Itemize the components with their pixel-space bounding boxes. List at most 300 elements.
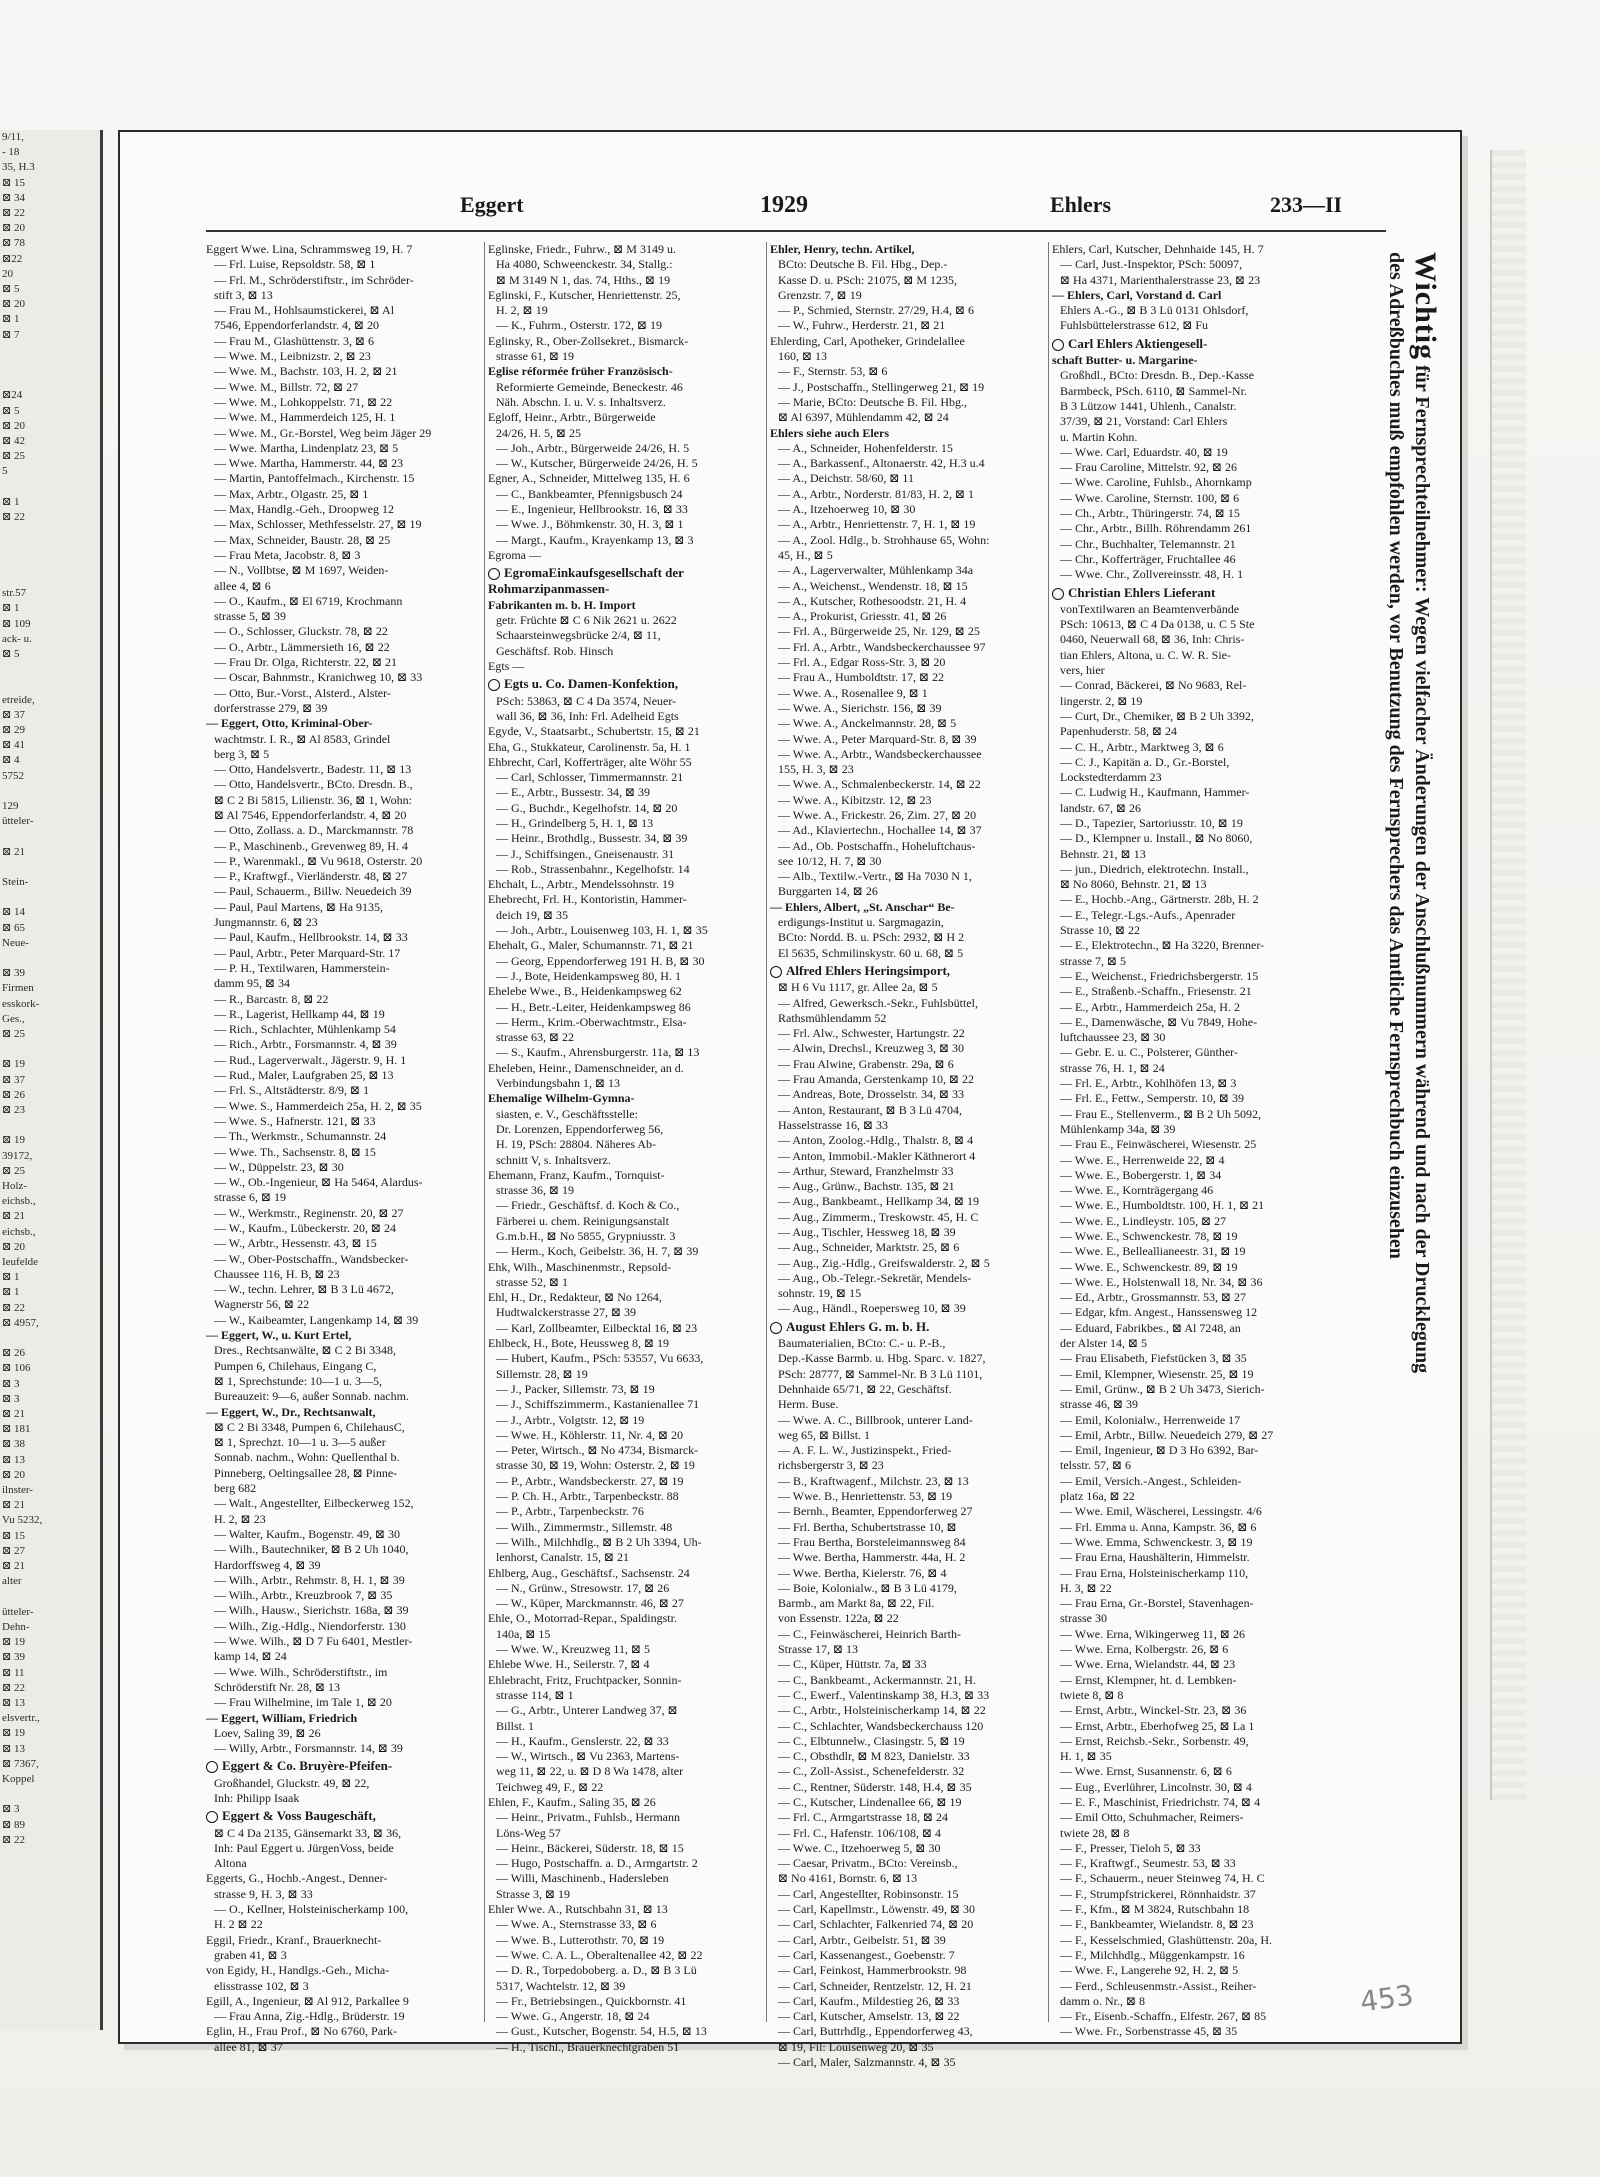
directory-entry: — O., Kaufm., ⊠ El 6719, Krochmann — [214, 593, 403, 608]
directory-entry: — S., Kaufm., Ahrensburgerstr. 11a, ⊠ 13 — [496, 1045, 700, 1060]
directory-entry: — J., Schiffsingen., Gneisenaustr. 31 — [496, 846, 675, 861]
directory-entry: Eglinske, Friedr., Fuhrw., ⊠ M 3149 u. — [488, 242, 676, 256]
directory-entry: Jungmannstr. 6, ⊠ 23 — [214, 915, 318, 930]
fragment-line: ⊠ 1 — [2, 1271, 20, 1284]
fragment-line: ⊠ 78 — [2, 237, 25, 250]
directory-entry: — W., Fuhrw., Herderstr. 21, ⊠ 21 — [778, 318, 946, 333]
directory-entry: — Carl, Just.-Inspektor, PSch: 50097, — [1060, 257, 1243, 272]
directory-entry: Verbindungsbahn 1, ⊠ 13 — [496, 1076, 621, 1091]
fragment-line — [0, 480, 100, 495]
directory-entry: — Alwin, Drechsl., Kreuzweg 3, ⊠ 30 — [778, 1041, 965, 1056]
directory-entry: — W., Wirtsch., ⊠ Vu 2363, Martens- — [496, 1749, 680, 1764]
directory-entry: — J., Postschaffn., Stellingerweg 21, ⊠ 19 — [778, 379, 985, 394]
firm-advert-entry — [770, 961, 1046, 980]
directory-entry: — Frau Erna, Holsteinischerkamp 110, — [1060, 1565, 1249, 1580]
directory-entry: Egts — — [488, 659, 525, 674]
directory-entry: — Heinr., Bäckerei, Süderstr. 18, ⊠ 15 — [496, 1840, 684, 1855]
directory-entry: Eheleben, Heinr., Damenschneider, an d. — [488, 1060, 684, 1075]
directory-entry: — Frl. S., Altstädterstr. 8/9, ⊠ 1 — [214, 1083, 370, 1098]
firm-name: Egts u. Co. Damen-Konfektion, — [504, 676, 679, 692]
directory-entry: — A., Deichstr. 58/60, ⊠ 11 — [778, 471, 914, 486]
directory-entry: — P. H., Textilwaren, Hammerstein- — [214, 960, 390, 975]
firm-marker-icon — [1052, 588, 1064, 600]
directory-entry: — Emil, Grünw., ⊠ B 2 Uh 3473, Sierich- — [1060, 1381, 1265, 1396]
directory-entry: platz 16a, ⊠ 22 — [1060, 1489, 1135, 1504]
fragment-line — [0, 525, 100, 540]
directory-entry: — Wilh., Milchhdlg., ⊠ B 2 Uh 3394, Uh- — [496, 1534, 702, 1549]
directory-entry: — Alfred, Gewerksch.-Sekr., Fuhlsbüttel, — [778, 995, 978, 1010]
directory-entry: — C., Bankbeamt., Ackermannstr. 21, H. — [778, 1672, 976, 1687]
directory-entry: — K., Fuhrm., Osterstr. 172, ⊠ 19 — [496, 318, 663, 333]
fragment-line: Ieufelde — [2, 1256, 39, 1269]
directory-entry: — C., Obsthdlr, ⊠ M 823, Danielstr. 33 — [778, 1749, 970, 1764]
directory-entry: — Carl, Buttrhdlg., Eppendorferweg 43, — [778, 2024, 973, 2039]
fragment-line — [0, 662, 100, 677]
directory-entry: — Martin, Pantoffelmach., Kirchenstr. 15 — [214, 471, 415, 486]
directory-entry: — Max, Handlg.-Geh., Droopweg 12 — [214, 502, 394, 517]
directory-entry: — P., Arbtr., Wandsbeckerstr. 27, ⊠ 19 — [496, 1473, 684, 1488]
firm-name: Christian Ehlers Lieferant — [1068, 584, 1216, 600]
directory-entry: — F., Milchhdlg., Müggenkampstr. 16 — [1060, 1947, 1245, 1962]
directory-entry: — Frau E., Feinwäscherei, Wiesenstr. 25 — [1060, 1137, 1257, 1152]
directory-entry: PSch: 53863, ⊠ C 4 Da 3574, Neuer- — [496, 693, 677, 708]
directory-entry: — Wwe. A., Frickestr. 26, Zim. 27, ⊠ 20 — [778, 807, 977, 822]
fragment-line: ⊠ 13 — [2, 1453, 25, 1466]
directory-entry: — P., Arbtr., Tarpenbeckstr. 76 — [496, 1504, 644, 1519]
directory-entry: — Frau Caroline, Mittelstr. 92, ⊠ 26 — [1060, 460, 1238, 475]
directory-entry: — Wwe. A. C., Billbrook, unterer Land- — [778, 1412, 973, 1427]
directory-entry: — Frl. A., Edgar Ross-Str. 3, ⊠ 20 — [778, 655, 946, 670]
directory-entry: Baumaterialien, BCto: C.- u. P.-B., — [778, 1336, 946, 1351]
directory-entry: — Wwe. Chr., Zollvereinsstr. 48, H. 1 — [1060, 567, 1244, 582]
directory-entry: PSch: 10613, ⊠ C 4 Da 0138, u. C 5 Ste — [1060, 617, 1255, 632]
firm-advert-entry — [488, 674, 764, 693]
firm-advert-entry — [1052, 334, 1312, 353]
directory-entry: — Wwe. E., Belleallianeestr. 31, ⊠ 19 — [1060, 1244, 1246, 1259]
directory-entry: Strasse 17, ⊠ 13 — [778, 1642, 859, 1657]
directory-entry: — Rud., Lagerverwalt., Jägerstr. 9, H. 1 — [214, 1052, 407, 1067]
fragment-line: ⊠ 106 — [2, 1362, 31, 1375]
directory-entry: u. Martin Kohn. — [1060, 429, 1138, 444]
directory-entry: — Wwe. Bertha, Hammerstr. 44a, H. 2 — [778, 1550, 966, 1565]
directory-entry: — W., Kaibeamter, Langenkamp 14, ⊠ 39 — [214, 1312, 419, 1327]
directory-entry: — C., Kutscher, Lindenallee 66, ⊠ 19 — [778, 1794, 962, 1809]
directory-entry: — Paul, Paul Martens, ⊠ Ha 9135, — [214, 899, 384, 914]
directory-entry: — Wwe. A., Anckelmannstr. 28, ⊠ 5 — [778, 716, 957, 731]
directory-entry: — C., Ewerf., Valentinskamp 38, H.3, ⊠ 33 — [778, 1687, 990, 1702]
directory-entry: — Rud., Maler, Laufgraben 25, ⊠ 13 — [214, 1068, 394, 1083]
directory-entry: Sonnab. nachm., Wohn: Quellenthal b. — [214, 1450, 400, 1465]
fragment-line: 9/11, — [2, 131, 24, 143]
directory-entry: Grenzstr. 7, ⊠ 19 — [778, 287, 862, 302]
directory-entry: ⊠ M 3149 N 1, das. 74, Hths., ⊠ 19 — [496, 272, 671, 287]
fragment-line: Neue- — [2, 936, 29, 949]
directory-entry: — Ehlers, Carl, Vorstand d. Carl — [1052, 287, 1222, 302]
directory-entry: — Emil, Versich.-Angest., Schleiden- — [1060, 1473, 1242, 1488]
directory-entry: Ehler Wwe. A., Rutschbahn 31, ⊠ 13 — [488, 1902, 668, 1917]
directory-entry: — F., Schauerm., neuer Steinweg 74, H. C — [1060, 1871, 1265, 1886]
directory-entry: — Carl, Schlosser, Timmermannstr. 21 — [496, 770, 684, 785]
fragment-line: ⊠ 29 — [2, 723, 25, 736]
directory-entry: — Wwe. E., Humboldtstr. 100, H. 1, ⊠ 21 — [1060, 1198, 1265, 1213]
fragment-line: ⊠ 22 — [2, 207, 25, 220]
directory-entry: Ehlerding, Carl, Apotheker, Grindelallee — [770, 333, 965, 348]
directory-entry: — Rich., Schlachter, Mühlenkamp 54 — [214, 1022, 396, 1037]
directory-entry: — Max, Arbtr., Olgastr. 25, ⊠ 1 — [214, 486, 369, 501]
directory-entry: — Wwe. Bertha, Kielerstr. 76, ⊠ 4 — [778, 1565, 947, 1580]
directory-entry: — Wwe. E., Lindleystr. 105, ⊠ 27 — [1060, 1213, 1227, 1228]
firm-advert-entry — [206, 1756, 482, 1775]
directory-entry: Hardorffsweg 4, ⊠ 39 — [214, 1557, 321, 1572]
fragment-line: ilnster- — [2, 1484, 33, 1497]
directory-entry: — Eggert, William, Friedrich — [206, 1710, 358, 1725]
directory-entry: vonTextilwaren an Beamtenverbände — [1060, 601, 1240, 616]
fragment-line: ⊠ 3 — [2, 1803, 20, 1816]
directory-entry: — P., Warenmakl., ⊠ Vu 9618, Osterstr. 20 — [214, 853, 423, 868]
directory-entry: — W., Ober-Postschaffn., Wandsbecker- — [214, 1251, 409, 1266]
directory-entry: — Wwe. Caroline, Fuhlsb., Ahornkamp — [1060, 475, 1252, 490]
directory-entry: — Otto, Bur.-Vorst., Alsterd., Alster- — [214, 685, 391, 700]
directory-entry: BCto: Nordd. B. u. PSch: 2932, ⊠ H 2 — [778, 930, 965, 945]
directory-entry: — P., Kraftwgf., Vierländerstr. 48, ⊠ 27 — [214, 869, 408, 884]
directory-entry: — Frl. E., Arbtr., Kohlhöfen 13, ⊠ 3 — [1060, 1076, 1237, 1091]
directory-entry: — Frau Alwine, Grabenstr. 29a, ⊠ 6 — [778, 1056, 954, 1071]
directory-entry: — D., Klempner u. Install., ⊠ No 8060, — [1060, 831, 1253, 846]
directory-entry: — E., Arbtr., Hammerdeich 25a, H. 2 — [1060, 999, 1240, 1014]
directory-entry: Altona — [214, 1856, 247, 1871]
fragment-line: ⊠ 39 — [2, 1651, 25, 1664]
directory-entry: damm 95, ⊠ 34 — [214, 976, 291, 991]
directory-entry: ⊠ H 6 Vu 1117, gr. Allee 2a, ⊠ 5 — [778, 980, 938, 995]
directory-entry: — Aug., Grünw., Bachstr. 135, ⊠ 21 — [778, 1179, 955, 1194]
fragment-line: ⊠ 22 — [2, 511, 25, 524]
directory-entry: — Ernst, Arbtr., Winckel-Str. 23, ⊠ 36 — [1060, 1703, 1247, 1718]
directory-entry: — C., Zoll-Assist., Schenefelderstr. 32 — [778, 1764, 965, 1779]
directory-entry: — Wwe. Fr., Sorbenstrasse 45, ⊠ 35 — [1060, 2024, 1238, 2039]
directory-entry: — Paul, Schauerm., Billw. Neuedeich 39 — [214, 884, 412, 899]
fragment-line: ⊠ 25 — [2, 450, 25, 463]
directory-entry: — R., Barcastr. 8, ⊠ 22 — [214, 991, 329, 1006]
directory-entry: Eggerts, G., Hochb.-Angest., Denner- — [206, 1871, 388, 1886]
directory-entry: — Rob., Strassenbahnr., Kegelhofstr. 14 — [496, 861, 690, 876]
directory-entry: — Joh., Arbtr., Bürgerweide 24/26, H. 5 — [496, 440, 690, 455]
directory-entry: B 3 Lützow 1441, Uhlenh., Canalstr. — [1060, 398, 1237, 413]
directory-entry: — A., Lagerverwalter, Mühlenkamp 34a — [778, 563, 974, 578]
directory-entry: — A., Prokurist, Griesstr. 41, ⊠ 26 — [778, 609, 947, 624]
directory-entry: Ehlebracht, Fritz, Fruchtpacker, Sonnin- — [488, 1672, 682, 1687]
directory-entry: — C. H., Arbtr., Marktweg 3, ⊠ 6 — [1060, 739, 1224, 754]
directory-page — [118, 130, 1462, 2070]
fragment-line: ⊠ 41 — [2, 739, 25, 752]
directory-entry: — H., Tischl., Brauerknechtgraben 51 — [496, 2039, 680, 2054]
directory-entry: Ehk, Wilh., Maschinenmstr., Repsold- — [488, 1259, 672, 1274]
directory-entry: — Wilh., Zig.-Hdlg., Niendorferstr. 130 — [214, 1618, 406, 1633]
directory-entry: — Frau Wilhelmine, im Tale 1, ⊠ 20 — [214, 1695, 392, 1710]
directory-entry: — Frau Amanda, Gerstenkamp 10, ⊠ 22 — [778, 1072, 975, 1087]
directory-entry: — Wwe. M., Gr.-Borstel, Weg beim Jäger 29 — [214, 425, 432, 440]
directory-entry: — N., Grünw., Stresowstr. 17, ⊠ 26 — [496, 1580, 670, 1595]
fragment-line: ⊠ 19 — [2, 1727, 25, 1740]
book-edge — [1490, 150, 1526, 1800]
directory-entry: Hudtwalckerstrasse 27, ⊠ 39 — [496, 1305, 637, 1320]
directory-entry: — C., Rentner, Süderstr. 148, H.4, ⊠ 35 — [778, 1779, 972, 1794]
directory-entry: — Paul, Kaufm., Hellbrookstr. 14, ⊠ 33 — [214, 930, 408, 945]
directory-entry: — Bernh., Beamter, Eppendorferweg 27 — [778, 1504, 973, 1519]
directory-entry: — A., Kutscher, Rothesoodstr. 21, H. 4 — [778, 593, 967, 608]
directory-entry: strasse 7, ⊠ 5 — [1060, 953, 1127, 968]
directory-entry: ⊠ C 4 Da 2135, Gänsemarkt 33, ⊠ 36, — [214, 1825, 402, 1840]
directory-entry: H. 2, ⊠ 19 — [496, 303, 548, 318]
directory-entry: — A., Weichenst., Wendenstr. 18, ⊠ 15 — [778, 578, 968, 593]
directory-entry: — Karl, Zollbeamter, Eilbecktal 16, ⊠ 23 — [496, 1320, 698, 1335]
directory-entry: — Wwe. Martha, Hammerstr. 44, ⊠ 23 — [214, 456, 404, 471]
directory-entry: — Wwe. Erna, Wikingerweg 11, ⊠ 26 — [1060, 1626, 1245, 1641]
directory-entry: — Max, Schlosser, Methfesselstr. 27, ⊠ 19 — [214, 517, 422, 532]
fragment-line: ⊠ 7 — [2, 328, 20, 341]
notice-line-1: für Fernsprechteilnehmer: Wegen vielfacher Änderungen der Anschlußnummern während und nach der Drucklegung — [1411, 365, 1433, 1374]
fragment-line: Dehn- — [2, 1620, 30, 1633]
directory-entry: — R., Lagerist, Hellkamp 44, ⊠ 19 — [214, 1006, 385, 1021]
directory-entry: Egroma — — [488, 547, 541, 562]
directory-entry: Inh: Paul Eggert u. JürgenVoss, beide — [214, 1840, 394, 1855]
directory-entry: strasse 61, ⊠ 19 — [496, 349, 575, 364]
directory-entry: — Eug., Everlührer, Lincolnstr. 30, ⊠ 4 — [1060, 1779, 1252, 1794]
directory-entry: — E., Arbtr., Bussestr. 34, ⊠ 39 — [496, 785, 651, 800]
directory-entry: PSch: 28777, ⊠ Sammel-Nr. B 3 Lü 1101, — [778, 1366, 983, 1381]
directory-entry: ⊠ Ha 4371, Marienthalerstrasse 23, ⊠ 23 — [1060, 272, 1261, 287]
directory-entry: — Wwe. M., Lohkoppelstr. 71, ⊠ 22 — [214, 394, 393, 409]
directory-entry: — J., Packer, Sillemstr. 73, ⊠ 19 — [496, 1381, 655, 1396]
directory-entry: ⊠ Al 7546, Eppendorferlandstr. 4, ⊠ 20 — [214, 807, 407, 822]
directory-entry: Mühlenkamp 34a, ⊠ 39 — [1060, 1121, 1176, 1136]
directory-entry: ⊠ 1, Sprechzt. 10—1 u. 3—5 außer — [214, 1435, 386, 1450]
directory-entry: — Wwe. S., Hafnerstr. 121, ⊠ 33 — [214, 1113, 376, 1128]
directory-entry: — E., Weichenst., Friedrichsbergerstr. 15 — [1060, 968, 1259, 983]
directory-entry: — Aug., Zimmerm., Treskowstr. 45, H. C — [778, 1209, 979, 1224]
fragment-line: str.57 — [2, 587, 27, 600]
header-rule — [206, 230, 1386, 232]
directory-entry: Näh. Abschn. I. u. V. s. Inhaltsverz. — [496, 394, 666, 409]
directory-entry: — O., Schlosser, Gluckstr. 78, ⊠ 22 — [214, 624, 388, 639]
directory-entry: tian Ehlers, Altona, u. C. W. R. Sie- — [1060, 647, 1231, 662]
directory-entry: Dep.-Kasse Barmb. u. Hbg. Sparc. v. 1827, — [778, 1351, 986, 1366]
fragment-line: ⊠ 25 — [2, 1027, 25, 1040]
fragment-line: ⊠ 15 — [2, 176, 25, 189]
firm-name: Eggert & Voss Baugeschäft, — [222, 1808, 376, 1824]
directory-entry: 155, H. 3, ⊠ 23 — [778, 762, 854, 777]
fragment-line: - 18 — [2, 146, 20, 159]
firm-name: Carl Ehlers Aktiengesell- — [1068, 335, 1208, 351]
directory-entry: — Wwe. E., Schwenckestr. 78, ⊠ 19 — [1060, 1229, 1238, 1243]
directory-entry: — C., Bankbeamter, Pfennigsbusch 24 — [496, 486, 683, 501]
directory-entry: weg 11, ⊠ 22, u. ⊠ D 8 Wa 1478, alter — [496, 1764, 684, 1779]
directory-entry: — Aug., Händl., Roepersweg 10, ⊠ 39 — [778, 1301, 966, 1316]
page-header — [120, 132, 1460, 224]
directory-entry: 24/26, H. 5, ⊠ 25 — [496, 425, 582, 440]
directory-entry: 37/39, ⊠ 21, Vorstand: Carl Ehlers — [1060, 414, 1228, 429]
directory-entry: — Wwe. A., Sierichstr. 156, ⊠ 39 — [778, 700, 942, 715]
directory-entry: — F., Kesselschmied, Glashüttenstr. 20a, H. — [1060, 1932, 1273, 1947]
directory-entry: — Emil, Klempner, Wiesenstr. 25, ⊠ 19 — [1060, 1366, 1254, 1381]
directory-entry: — Wwe. B., Henriettenstr. 53, ⊠ 19 — [778, 1489, 953, 1504]
directory-entry: — F., Presser, Tieloh 5, ⊠ 33 — [1060, 1840, 1201, 1855]
directory-entry: ⊠ 1, Sprechstunde: 10—1 u. 3—5, — [214, 1373, 383, 1388]
firm-name: EgromaEinkaufsgesellschaft der Rohmarzipanmassen- — [488, 565, 684, 596]
directory-entry: — Edgar, kfm. Angest., Hanssensweg 12 — [1060, 1305, 1258, 1320]
directory-entry: ⊠ No 4161, Bornstr. 6, ⊠ 13 — [778, 1871, 918, 1886]
directory-entry: Barmbeck, PSch. 6110, ⊠ Sammel-Nr. — [1060, 383, 1247, 398]
firm-marker-icon — [770, 966, 782, 978]
directory-entry: schnitt V, s. Inhaltsverz. — [496, 1152, 611, 1167]
directory-entry: — Willy, Arbtr., Forsmannstr. 14, ⊠ 39 — [214, 1741, 403, 1756]
fragment-line: ⊠ 19 — [2, 1134, 25, 1147]
directory-entry: — E., Straßenb.-Schaffn., Friesenstr. 21 — [1060, 984, 1252, 999]
directory-entry: Ehlbeck, H., Bote, Heussweg 8, ⊠ 19 — [488, 1336, 670, 1351]
directory-entry: Hasselstrasse 16, ⊠ 33 — [778, 1117, 889, 1132]
directory-entry: — Carl, Angestellter, Robinsonstr. 15 — [778, 1886, 959, 1901]
fragment-line: ⊠ 15 — [2, 1529, 25, 1542]
directory-entry: Wagnerstr 56, ⊠ 22 — [214, 1297, 310, 1312]
directory-entry: allee 81, ⊠ 37 — [214, 2039, 283, 2054]
column-1 — [206, 242, 482, 2054]
directory-entry: — E., Damenwäsche, ⊠ Vu 7849, Hohe- — [1060, 1014, 1258, 1029]
directory-entry: — Wwe. Caroline, Sternstr. 100, ⊠ 6 — [1060, 490, 1240, 505]
directory-entry: 140a, ⊠ 15 — [496, 1626, 551, 1641]
fragment-line: 39172, — [2, 1149, 33, 1162]
directory-entry: — A., Schneider, Hohenfelderstr. 15 — [778, 440, 953, 455]
directory-entry: — Carl, Schneider, Rentzelstr. 12, H. 21 — [778, 1978, 972, 1993]
fragment-line — [0, 951, 100, 966]
directory-entry: Löns-Weg 57 — [496, 1825, 561, 1840]
directory-entry: 7546, Eppendorferlandstr. 4, ⊠ 20 — [214, 318, 380, 333]
fragment-line: ütteler- — [2, 815, 34, 828]
directory-entry: — Wwe. E., Herrenweide 22, ⊠ 4 — [1060, 1152, 1225, 1167]
firm-marker-icon — [1052, 339, 1064, 351]
directory-entry: von Essenstr. 122a, ⊠ 22 — [778, 1611, 899, 1626]
directory-entry: Ehchalt, L., Arbtr., Mendelssohnstr. 19 — [488, 877, 674, 892]
directory-entry: — Max, Schneider, Baustr. 28, ⊠ 25 — [214, 532, 391, 547]
directory-entry: Strasse 3, ⊠ 19 — [496, 1886, 571, 1901]
firm-marker-icon — [770, 1322, 782, 1334]
directory-entry: luftchaussee 23, ⊠ 30 — [1060, 1030, 1166, 1045]
firm-marker-icon — [488, 679, 500, 691]
directory-entry: — Walt., Angestellter, Eilbeckerweg 152, — [214, 1496, 414, 1511]
directory-entry: — Wwe. M., Billstr. 72, ⊠ 27 — [214, 379, 359, 394]
directory-entry: Eglise réformée früher Französisch- — [488, 364, 673, 379]
directory-entry: — G., Buchdr., Kegelhofstr. 14, ⊠ 20 — [496, 800, 678, 815]
directory-entry: vers, hier — [1060, 663, 1105, 678]
directory-entry: — Wwe. Wilh., ⊠ D 7 Fu 6401, Mestler- — [214, 1634, 413, 1649]
directory-entry: — A., Arbtr., Norderstr. 81/83, H. 2, ⊠ 1 — [778, 486, 975, 501]
directory-entry: — Wwe. M., Bachstr. 103, H. 2, ⊠ 21 — [214, 364, 398, 379]
directory-entry: stift 3, ⊠ 13 — [214, 287, 273, 302]
fragment-line: ⊠ 26 — [2, 1347, 25, 1360]
directory-entry: Geschäftsf. Rob. Hinsch — [496, 643, 614, 658]
fragment-line: ⊠ 42 — [2, 435, 25, 448]
directory-entry: berg 682 — [214, 1481, 257, 1496]
directory-entry: see 10/12, H. 7, ⊠ 30 — [778, 853, 882, 868]
fragment-line — [0, 1042, 100, 1057]
directory-entry: — Frau Erna, Haushälterin, Himmelstr. — [1060, 1550, 1250, 1565]
directory-entry: — Wwe. A., Arbtr., Wandsbeckerchaussee — [778, 746, 982, 761]
directory-entry: Chaussee 116, H. B, ⊠ 23 — [214, 1266, 340, 1281]
fragment-line — [0, 1331, 100, 1346]
directory-entry: — Wwe. Carl, Eduardstr. 40, ⊠ 19 — [1060, 444, 1228, 459]
directory-entry: strasse 52, ⊠ 1 — [496, 1274, 569, 1289]
directory-entry: Ehle, O., Motorrad-Repar., Spaldingstr. — [488, 1611, 677, 1626]
directory-entry: — Chr., Arbtr., Billh. Röhrendamm 261 — [1060, 521, 1252, 536]
directory-entry: Egloff, Heinr., Arbtr., Bürgerweide — [488, 410, 656, 425]
directory-entry: getr. Früchte ⊠ C 6 Nik 2621 u. 2622 — [496, 613, 677, 628]
directory-entry: Eha, G., Stukkateur, Carolinenstr. 5a, H. 1 — [488, 739, 691, 754]
directory-entry: Fuhlsbüttelerstrasse 612, ⊠ Fu — [1060, 318, 1209, 333]
directory-entry: — N., Vollbtse, ⊠ M 1697, Weiden- — [214, 563, 389, 578]
directory-entry: — Wwe. A., Sternstrasse 33, ⊠ 6 — [496, 1917, 657, 1932]
fragment-line: Ges., — [2, 1012, 25, 1025]
directory-entry: Ehebrecht, Frl. H., Kontoristin, Hammer- — [488, 892, 687, 907]
directory-entry: — Wilh., Arbtr., Rehmstr. 8, H. 1, ⊠ 39 — [214, 1572, 405, 1587]
directory-entry: sohnstr. 19, ⊠ 15 — [778, 1286, 862, 1301]
fragment-line: ⊠ 21 — [2, 845, 25, 858]
directory-entry: — C., Schlachter, Wandsbeckerchauss 120 — [778, 1718, 984, 1733]
directory-entry: — D., Tapezier, Sartoriusstr. 10, ⊠ 19 — [1060, 815, 1243, 830]
directory-entry: Großhandel, Gluckstr. 49, ⊠ 22, — [214, 1775, 370, 1790]
fragment-line: ⊠ 19 — [2, 1636, 25, 1649]
directory-entry: — Frl. A., Arbtr., Wandsbeckerchaussee 97 — [778, 639, 986, 654]
directory-entry: Ehl, H., Dr., Redakteur, ⊠ No 1264, — [488, 1290, 662, 1305]
fragment-line: ⊠ 14 — [2, 906, 25, 919]
fragment-line: ⊠ 34 — [2, 191, 25, 204]
fragment-line: ⊠ 5 — [2, 647, 20, 660]
fragment-line: Holz- — [2, 1180, 28, 1193]
directory-entry: — C. J., Kapitän a. D., Gr.-Borstel, — [1060, 754, 1230, 769]
directory-entry: strasse 6, ⊠ 19 — [214, 1190, 287, 1205]
fragment-line: ⊠ 181 — [2, 1423, 31, 1436]
directory-entry: Ehlers A.-G., ⊠ B 3 Lü 0131 Ohlsdorf, — [1060, 303, 1249, 318]
directory-entry: strasse 5, ⊠ 39 — [214, 609, 287, 624]
directory-entry: — Gebr. E. u. C., Polsterer, Günther- — [1060, 1045, 1238, 1060]
directory-entry: — O., Arbtr., Lämmersieth 16, ⊠ 22 — [214, 639, 390, 654]
fragment-line: ⊠ 3 — [2, 1392, 20, 1405]
directory-entry: — A., Barkassenf., Altonaerstr. 42, H.3 u.4 — [778, 456, 985, 471]
directory-entry: — Emil, Ingenieur, ⊠ D 3 Ho 6392, Bar- — [1060, 1443, 1259, 1458]
header-year: 1929 — [760, 192, 808, 218]
directory-entry: Egyde, V., Staatsarbt., Schubertstr. 15, ⊠ 21 — [488, 724, 700, 739]
fragment-line — [0, 1787, 100, 1802]
directory-entry: — Frau Erna, Gr.-Borstel, Stavenhagen- — [1060, 1596, 1254, 1611]
directory-entry: — Frl. M., Schröderstiftstr., im Schröder- — [214, 272, 414, 287]
directory-entry: — Ernst, Reichsb.-Sekr., Sorbenstr. 49, — [1060, 1733, 1249, 1748]
directory-entry: — Walter, Kaufm., Bogenstr. 49, ⊠ 30 — [214, 1526, 401, 1541]
directory-entry: — Aug., Schneider, Marktstr. 25, ⊠ 6 — [778, 1240, 960, 1255]
directory-entry: — Wwe. J., Böhmkenstr. 30, H. 3, ⊠ 1 — [496, 517, 684, 532]
directory-entry: Eglinski, F., Kutscher, Henriettenstr. 25, — [488, 287, 681, 302]
directory-entry: — Ferd., Schleusenmstr.-Assist., Reiher- — [1060, 1978, 1257, 1993]
directory-entry: — Carl, Kutscher, Amselstr. 13, ⊠ 22 — [778, 2009, 960, 2024]
firm-advert-entry — [770, 1317, 1046, 1336]
directory-entry: Reformierte Gemeinde, Beneckestr. 46 — [496, 379, 683, 394]
directory-entry: — P., Maschinenb., Grevenweg 89, H. 4 — [214, 838, 408, 853]
directory-entry: — Anton, Restaurant, ⊠ B 3 Lü 4704, — [778, 1102, 963, 1117]
directory-entry: Dehnhaide 65/71, ⊠ 22, Geschäftsf. — [778, 1381, 952, 1396]
directory-entry: — C., Elbtunnelw., Clasingstr. 5, ⊠ 19 — [778, 1733, 965, 1748]
directory-entry: — Wwe. A., Peter Marquard-Str. 8, ⊠ 39 — [778, 731, 977, 746]
directory-entry: — Frl. A., Bürgerweide 25, Nr. 129, ⊠ 25 — [778, 624, 980, 639]
directory-entry: strasse 63, ⊠ 22 — [496, 1030, 575, 1045]
directory-entry: ⊠ C 2 Bi 5815, Lilienstr. 36, ⊠ 1, Wohn: — [214, 792, 412, 807]
directory-entry: El 5635, Schmilinskystr. 60 u. 68, ⊠ 5 — [778, 945, 964, 960]
fragment-line: ⊠ 20 — [2, 1468, 25, 1481]
